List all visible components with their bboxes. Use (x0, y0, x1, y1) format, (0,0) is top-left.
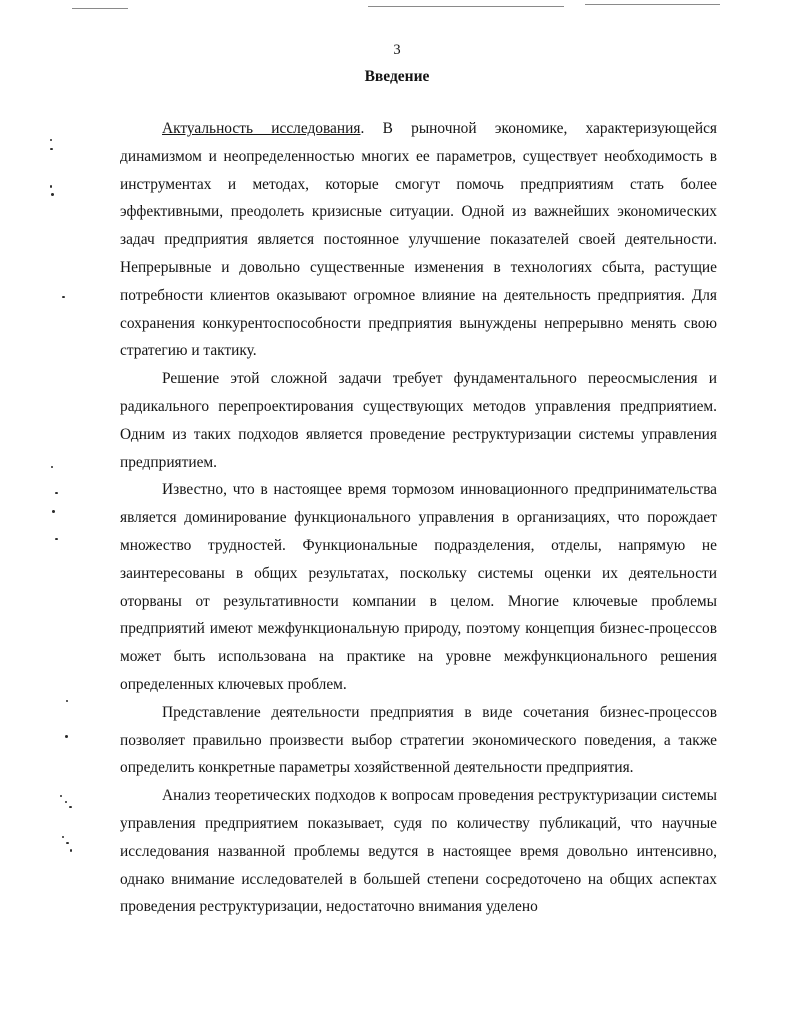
paragraph (120, 476, 717, 698)
scan-speck (50, 148, 53, 150)
scan-speck (62, 296, 65, 298)
paragraph-text: . В рыночной экономике, характеризующейся динамизмом и неопределенностью многих ее параметров, существует необходимость в инструментах и методах, которые смогут помочь предприятиям стать более эффективными, преодолеть кризисные ситуации. Одной из важнейших экономических задач предприятия является постоянное улучшение показателей своей деятельности. Непрерывные и довольно существенные изменения в технологиях сбыта, растущие потребности клиентов оказывают огромное влияние на деятельность предприятия. Для сохранения конкурентоспособности предприятия вынуждены непрерывно менять свою стратегию и тактику. (120, 120, 717, 360)
scan-speck (66, 700, 68, 702)
paragraph-text: Известно, что в настоящее время тормозом инновационного предпринимательства является доминирование функционального управления в организациях, что порождает множество трудностей. Функциональные подразделения, отделы, напрямую не заинтересованы в общих результатах, поскольку системы оценки их деятельности оторваны от результативности компании в целом. Многие ключевые проблемы предприятий имеют межфункциональную природу, поэтому концепция бизнес-процессов может быть использована на практике на уровне межфункционального решения определенных ключевых проблем. (120, 481, 717, 693)
paragraph-text: Представление деятельности предприятия в виде сочетания бизнес-процессов позволяет правильно произвести выбор стратегии экономического поведения, а также определить конкретные параметры хозяйственной деятельности предприятия. (120, 703, 717, 777)
paragraph (120, 365, 717, 476)
scan-artifact-line (72, 8, 128, 9)
paragraph-relevance (120, 115, 717, 365)
scan-speck (60, 795, 62, 797)
relevance-lead: Актуальность исследования (162, 120, 361, 137)
scan-speck (51, 466, 53, 468)
page-title: Введение (364, 68, 430, 85)
document-body (120, 115, 717, 921)
page-number: 3 (393, 42, 401, 58)
scan-speck (55, 538, 58, 540)
scan-speck (50, 139, 52, 141)
scan-speck (50, 185, 52, 188)
paragraph (120, 699, 717, 782)
scan-speck (66, 842, 69, 844)
scan-speck (65, 801, 67, 803)
scan-speck (62, 836, 64, 838)
scan-artifact-line (368, 6, 564, 7)
scan-speck (52, 510, 55, 513)
scan-speck (55, 492, 58, 494)
paragraph-text: Анализ теоретических подходов к вопросам проведения реструктуризации системы управления предприятием показывает, судя по количеству публикаций, что научные исследования названной проблемы ведутся в настоящее время довольно интенсивно, однако внимание исследователей в большей степени сосредоточено на общих аспектах проведения реструктуризации, недостаточно внимания уделено (120, 787, 717, 916)
scan-artifact-line (585, 4, 720, 5)
scan-speck (69, 806, 72, 808)
scan-speck (65, 735, 68, 738)
paragraph-text: Решение этой сложной задачи требует фундаментального переосмысления и радикального перепроектирования существующих методов управления предприятием. Одним из таких подходов является проведение реструктуризации системы управления предприятием. (120, 370, 717, 471)
paragraph (120, 782, 717, 921)
scan-speck (70, 849, 72, 852)
scan-speck (51, 193, 54, 196)
